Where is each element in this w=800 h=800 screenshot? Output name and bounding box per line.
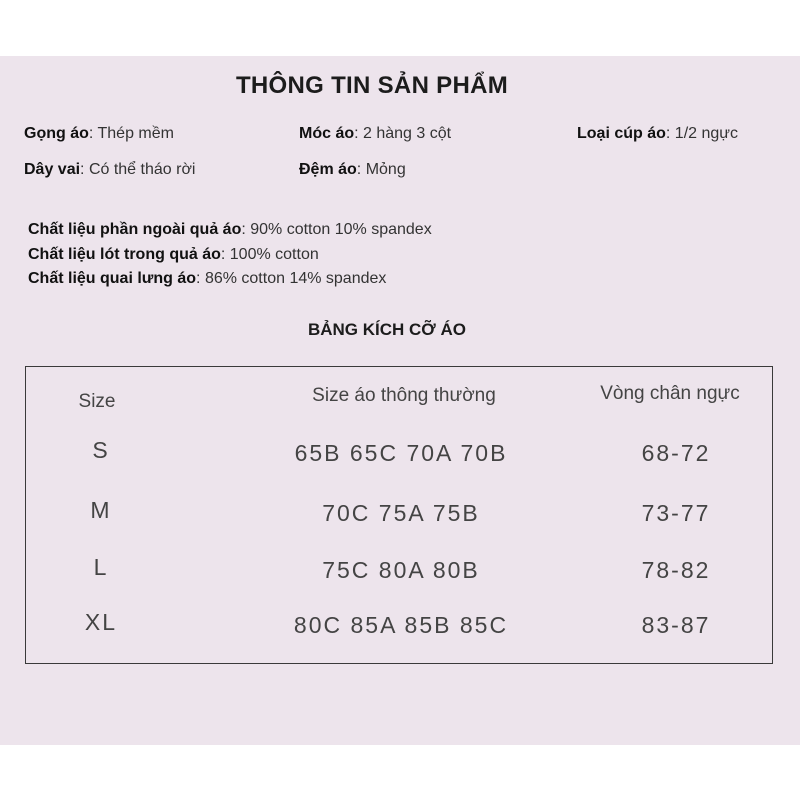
material-outer: Chất liệu phần ngoài quả áo: 90% cotton 10% spandex (28, 221, 432, 238)
attr-value: 1/2 ngực (674, 125, 738, 142)
size-table-title: BẢNG KÍCH CỠ ÁO (307, 320, 467, 339)
material-value: 90% cotton 10% spandex (250, 221, 432, 238)
underbust-cell: 78-82 (641, 557, 711, 583)
common-size-cell: 65B 65C 70A 70B (294, 440, 508, 466)
common-size-cell: 75C 80A 80B (322, 557, 480, 583)
material-label: Chất liệu lót trong quả áo (28, 246, 221, 263)
attr-value: Thép mềm (97, 125, 174, 142)
size-cell: L (93, 554, 109, 580)
attr-label: Loại cúp áo (577, 125, 666, 142)
material-value: 100% cotton (229, 246, 319, 263)
attr-label: Dây vai (24, 161, 81, 178)
size-cell: S (92, 437, 110, 463)
attr-label: Móc áo (299, 125, 355, 142)
attr-value: Có thể tháo rời (88, 161, 196, 178)
attr-padding: Đệm áo: Mỏng (299, 161, 406, 178)
material-label: Chất liệu phần ngoài quả áo (28, 221, 242, 238)
underbust-cell: 68-72 (641, 440, 711, 466)
material-value: 86% cotton 14% spandex (204, 270, 387, 287)
size-table-header: Size (78, 391, 116, 412)
attr-value: Mỏng (365, 161, 406, 178)
attr-value: 2 hàng 3 cột (363, 125, 452, 142)
size-cell: M (90, 497, 112, 523)
common-size-cell: 70C 75A 75B (322, 500, 480, 526)
page-title: THÔNG TIN SẢN PHẨM (235, 72, 509, 99)
underbust-cell: 83-87 (641, 612, 711, 638)
attr-frame: Gọng áo: Thép mềm (24, 125, 174, 142)
underbust-cell: 73-77 (641, 500, 711, 526)
size-table-header: Vòng chân ngực (600, 383, 740, 404)
size-cell: XL (84, 609, 118, 635)
attr-label: Đệm áo (299, 161, 357, 178)
attr-strap: Dây vai: Có thể tháo rời (24, 161, 196, 178)
material-back-strap: Chất liệu quai lưng áo: 86% cotton 14% spandex (28, 270, 387, 287)
attr-hook: Móc áo: 2 hàng 3 cột (299, 125, 452, 142)
common-size-cell: 80C 85A 85B 85C (293, 612, 509, 638)
attr-label: Gọng áo (24, 125, 89, 142)
material-label: Chất liệu quai lưng áo (28, 270, 197, 287)
attr-cup-type: Loại cúp áo: 1/2 ngực (577, 125, 738, 142)
size-table-header: Size áo thông thường (312, 385, 496, 406)
material-lining: Chất liệu lót trong quả áo: 100% cotton (28, 246, 319, 263)
